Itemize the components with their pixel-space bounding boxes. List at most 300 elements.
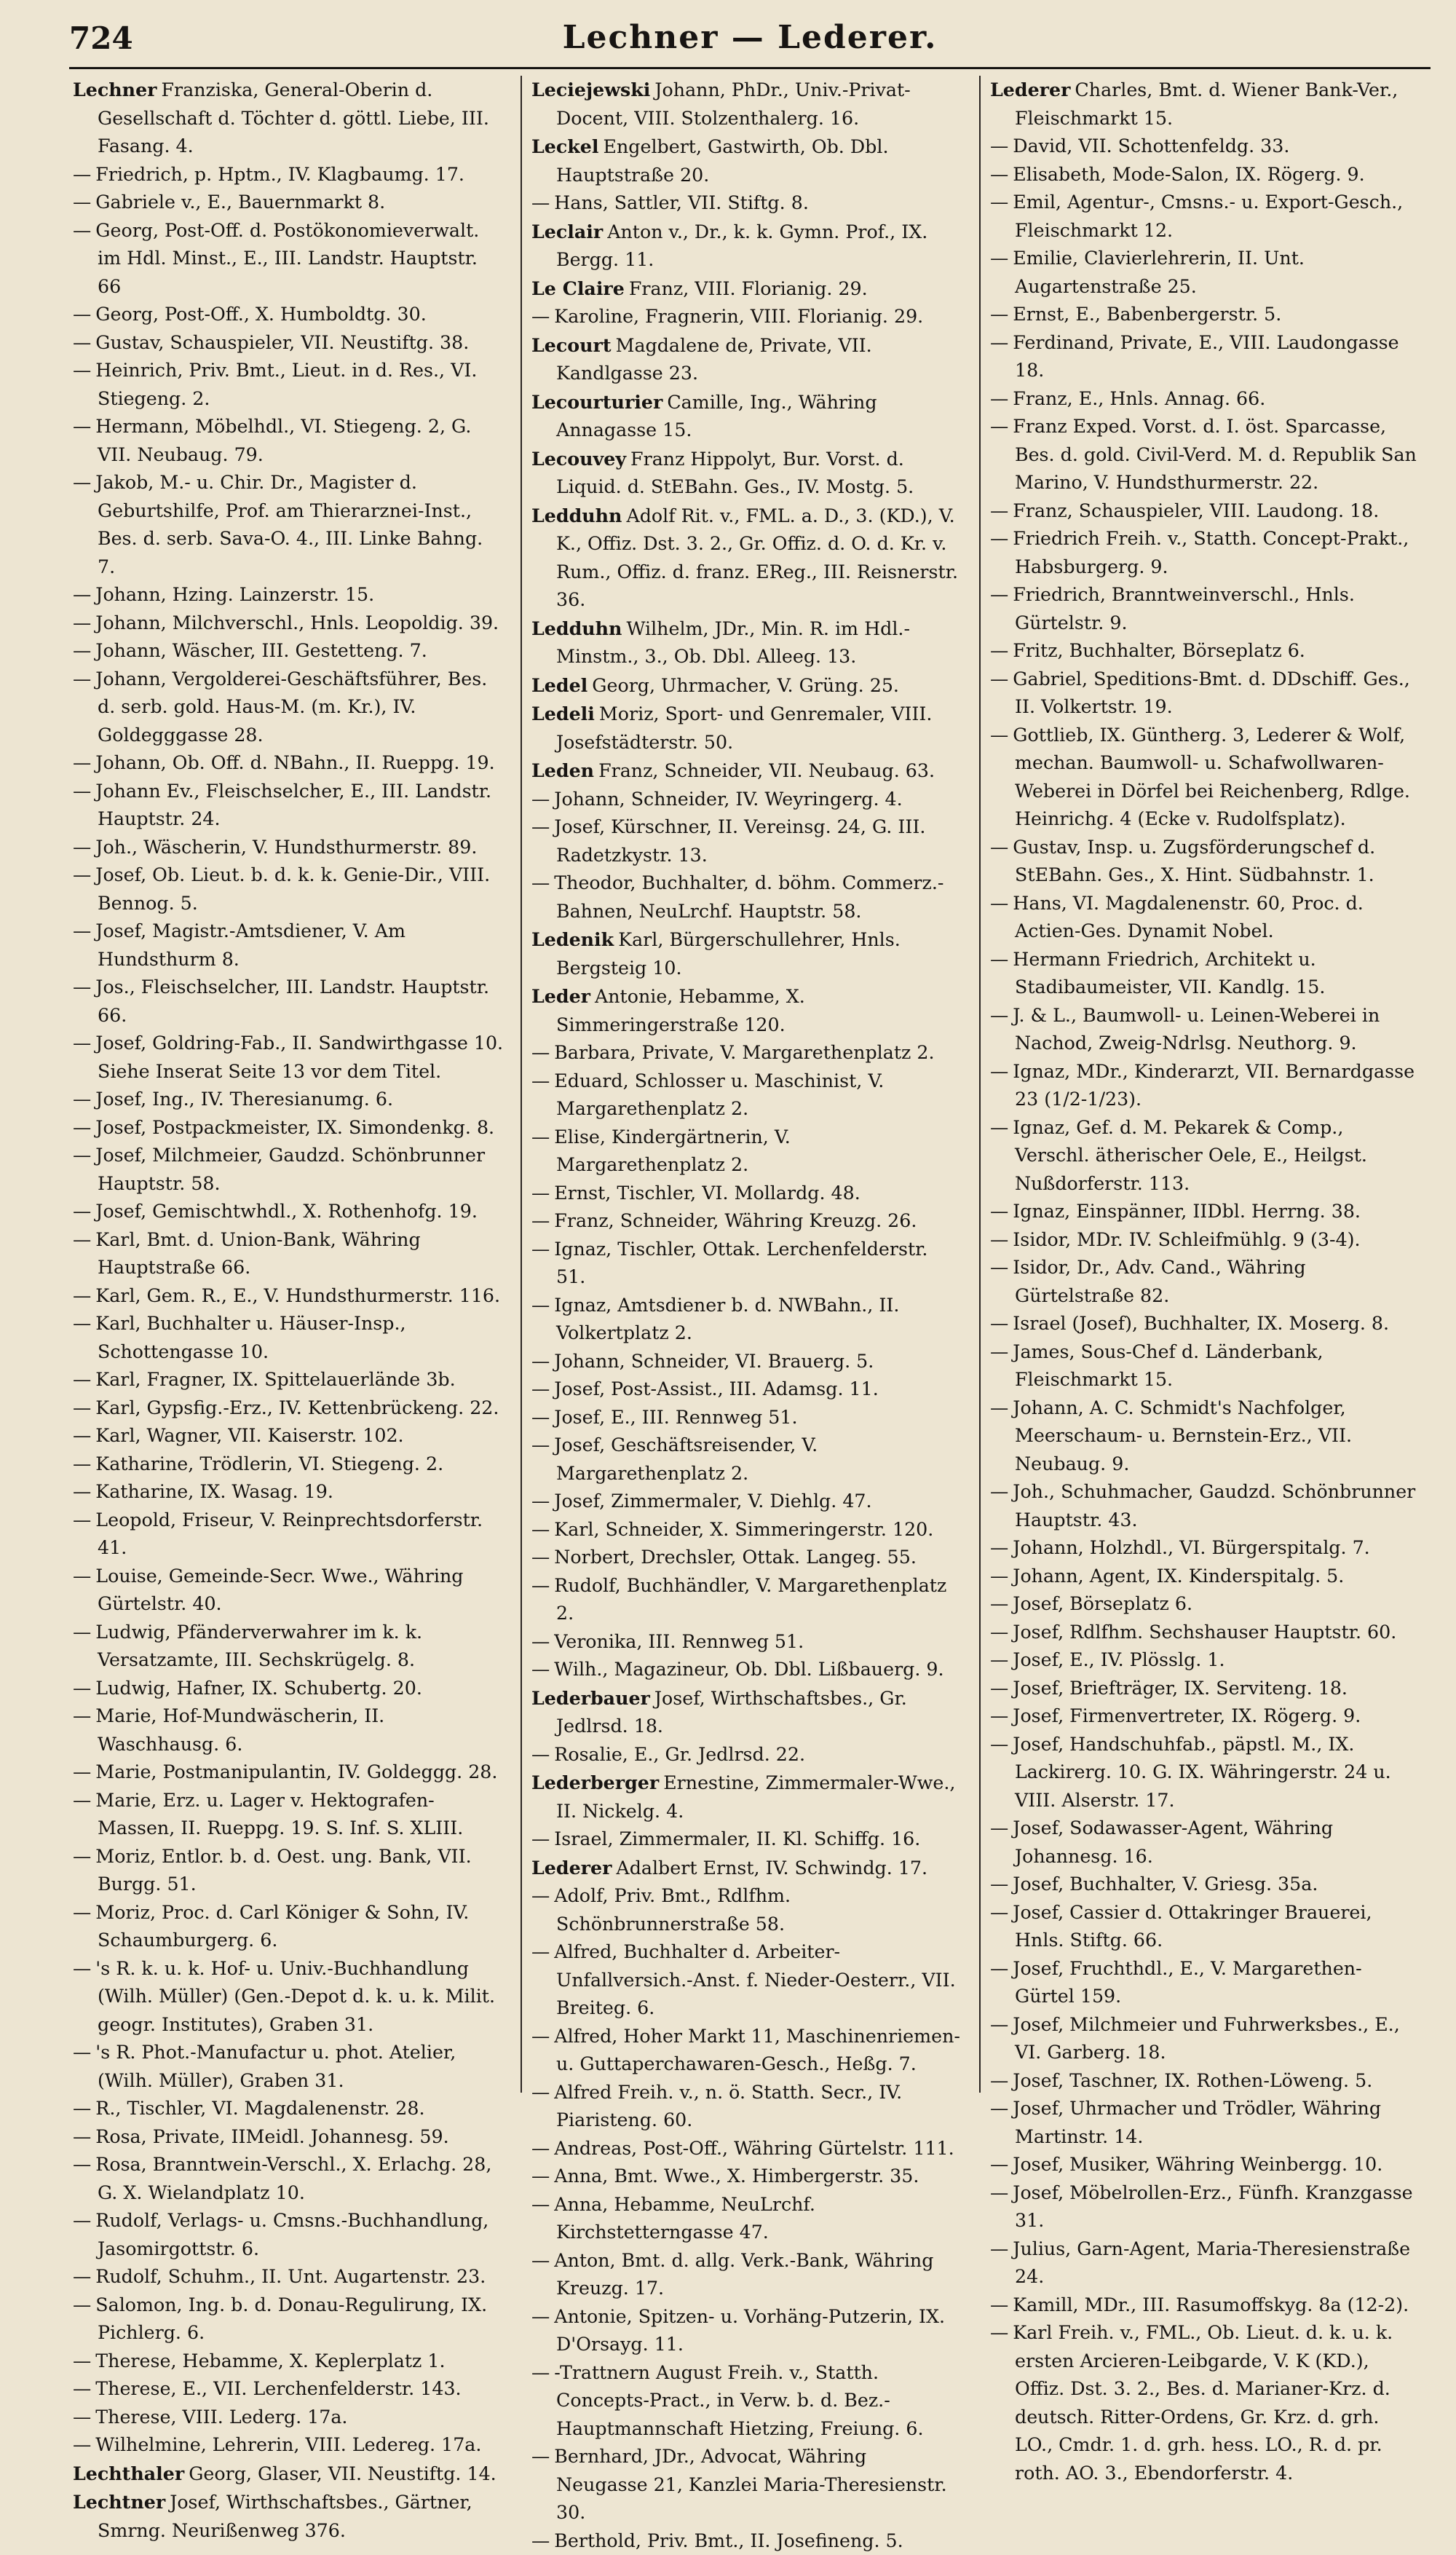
directory-entry (531, 813, 962, 869)
entry-dash: — (73, 920, 91, 941)
directory-entry (73, 1843, 504, 1899)
entry-surname: Lecourturier (531, 391, 662, 413)
entry-dash: — (990, 304, 1008, 325)
entry-text: Josef, Milchmeier und Fuhrwerksbes., E., VI. Garberg. 18. (1013, 2014, 1399, 2064)
directory-entry (990, 1226, 1421, 1255)
entry-surname: Leclair (531, 221, 603, 242)
entry-text: Ignaz, Einspänner, IIDbl. Herrng. 38. (1013, 1201, 1361, 1222)
directory-entry (73, 1758, 504, 1787)
directory-entry (990, 1899, 1421, 1955)
entry-dash: — (990, 1902, 1008, 1923)
entry-dash: — (531, 789, 550, 810)
entry-text: Karl Freih. v., FML., Ob. Lieut. d. k. u. k. ersten Arcieren-Leibgarde, V. K (KD.), Offiz. Dst. 3. 2., Bes. d. Marianer-Krz. d. deutsch. Ritter-Ordens, Gr. Krz. d. grh. LO., Cmdr. 1. d. grh. hess. LO., R. d. pr. roth. AO. 3., Ebendorferstr. 4. (1013, 2322, 1393, 2484)
directory-entry (531, 2135, 962, 2163)
directory-entry (73, 609, 504, 638)
directory-entry (73, 2488, 504, 2545)
directory-entry (73, 2207, 504, 2263)
directory-entry (73, 2375, 504, 2404)
directory-entry (73, 76, 504, 161)
directory-entry (73, 581, 504, 609)
column-divider (521, 76, 522, 2093)
directory-entry (531, 1404, 962, 1432)
entry-dash: — (73, 1509, 91, 1531)
entry-text: Moriz, Entlor. b. d. Oest. ung. Bank, VII. Burgg. 51. (95, 1846, 471, 1895)
entry-dash: — (73, 1453, 91, 1474)
directory-entry (73, 413, 504, 469)
entry-dash: — (73, 2210, 91, 2231)
entry-dash: — (990, 724, 1008, 746)
directory-entry (531, 76, 962, 133)
directory-entry (73, 2460, 504, 2489)
entry-dash: — (73, 472, 91, 493)
directory-entry (73, 1450, 504, 1479)
entry-dash: — (73, 2406, 91, 2428)
entry-text: Franz, VIII. Florianig. 29. (629, 278, 868, 299)
directory-entry (73, 2095, 504, 2123)
directory-entry (531, 1656, 962, 1684)
directory-entry (531, 445, 962, 502)
entry-surname: Ledduhn (531, 617, 622, 639)
entry-text: Franz Exped. Vorst. d. I. öst. Sparcasse, Bes. d. gold. Civil-Verd. M. d. Republik San Marino, V. Hundsthurmerstr. 22. (1013, 416, 1417, 493)
entry-text: Elisabeth, Mode-Salon, IX. Rögerg. 9. (1013, 164, 1364, 185)
column-divider (979, 76, 981, 2093)
directory-entry (531, 1067, 962, 1124)
directory-entry (73, 469, 504, 581)
entry-surname: Leder (531, 985, 590, 1007)
entry-dash: — (990, 1593, 1008, 1614)
entry-text: Johann, Vergolderei-Geschäftsführer, Bes. d. serb. gold. Haus-M. (m. Kr.), IV. Goldegggasse 28. (95, 668, 487, 746)
entry-text: Josef, E., III. Rennweg 51. (554, 1407, 797, 1428)
directory-entry (73, 217, 504, 301)
entry-dash: — (73, 1285, 91, 1306)
directory-entry (73, 1955, 504, 2039)
entry-text: Katharine, IX. Wasag. 19. (95, 1481, 333, 1502)
entry-text: J. & L., Baumwoll- u. Leinen-Weberei in Nachod, Zweig-Ndrlsg. Neuthorg. 9. (1013, 1005, 1380, 1054)
directory-entry (531, 133, 962, 189)
entry-dash: — (73, 781, 91, 802)
entry-text: Georg, Post-Off. d. Postökonomieverwalt. im Hdl. Minst., E., III. Landstr. Hauptstr. 66 (95, 220, 479, 297)
entry-text: Friedrich, Branntweinverschl., Hnls. Gürtelstr. 9. (1013, 584, 1355, 633)
entry-dash: — (531, 1744, 550, 1765)
entry-dash: — (73, 220, 91, 241)
entry-dash: — (531, 816, 550, 837)
entry-text: Friedrich Freih. v., Statth. Concept-Prakt., Habsburgerg. 9. (1013, 528, 1409, 577)
entry-surname: Lechthaler (73, 2463, 184, 2484)
entry-dash: — (73, 2126, 91, 2147)
directory-entry (531, 2079, 962, 2135)
directory-entry (531, 1628, 962, 1656)
entry-dash: — (73, 304, 91, 325)
directory-entry (73, 1563, 504, 1619)
entry-dash: — (73, 1902, 91, 1923)
directory-entry (990, 2235, 1421, 2291)
entry-text: Jakob, M.- u. Chir. Dr., Magister d. Geburtshilfe, Prof. am Thierarznei-Inst., Bes. d. serb. Sava-O. 4., III. Linke Bahng. 7. (95, 472, 483, 577)
directory-entry (73, 1506, 504, 1563)
directory-entry (73, 1226, 504, 1282)
entry-dash: — (990, 2154, 1008, 2175)
entry-dash: — (73, 1229, 91, 1250)
entry-text: Josef, Milchmeier, Gaudzd. Schönbrunner Hauptstr. 58. (95, 1145, 485, 1194)
directory-entry (990, 2151, 1421, 2179)
directory-entry (990, 385, 1421, 414)
entry-dash: — (531, 306, 550, 327)
entry-dash: — (990, 1622, 1008, 1643)
entry-text: Antonie, Spitzen- u. Vorhäng-Putzerin, IX. D'Orsayg. 11. (554, 2306, 945, 2355)
entry-dash: — (990, 1201, 1008, 1222)
directory-entry (531, 275, 962, 304)
entry-text: Karl, Gem. R., E., V. Hundsthurmerstr. 116. (95, 1285, 500, 1306)
entry-dash: — (531, 1378, 550, 1399)
directory-entry (990, 722, 1421, 834)
directory-entry (990, 2095, 1421, 2151)
entry-dash: — (73, 1313, 91, 1334)
entry-text: Rosa, Private, IIMeidl. Johannesg. 59. (95, 2126, 448, 2147)
entry-text: Josef, Rdlfhm. Sechshauser Hauptstr. 60. (1013, 1622, 1396, 1643)
page-header (69, 16, 1431, 60)
directory-entry (73, 2347, 504, 2376)
entry-dash: — (73, 1846, 91, 1867)
entry-text: Gottlieb, IX. Güntherg. 3, Lederer & Wolf, mechan. Baumwoll- u. Schafwollwaren-Weberei in Dörfel bei Reichenberg, Rdlge. Heinrichg. 4 (Ecke v. Rudolfsplatz). (1013, 724, 1410, 830)
directory-entry (531, 388, 962, 445)
entry-dash: — (73, 1145, 91, 1166)
directory-entry (531, 1348, 962, 1376)
entry-dash: — (73, 752, 91, 773)
directory-entry (531, 1882, 962, 1938)
directory-entry (73, 189, 504, 217)
entry-dash: — (990, 1313, 1008, 1334)
entry-dash: — (73, 191, 91, 213)
entry-dash: — (990, 1565, 1008, 1587)
directory-entry (990, 1254, 1421, 1310)
entry-text: Therese, Hebamme, X. Keplerplatz 1. (95, 2350, 445, 2372)
entry-surname: Lecourt (531, 334, 612, 356)
entry-text: 's R. Phot.-Manufactur u. phot. Atelier, (Wilh. Müller), Graben 31. (95, 2042, 456, 2091)
entry-text: 's R. k. u. k. Hof- u. Univ.-Buchhandlung (Wilh. Müller) (Gen.-Depot d. k. u. k. Milit. geogr. Institutes), Graben 31. (95, 1958, 495, 2035)
entry-text: Josef, Buchhalter, V. Griesg. 35a. (1013, 1873, 1318, 1895)
directory-entry (990, 525, 1421, 581)
entry-text: Adalbert Ernst, IV. Schwindg. 17. (616, 1857, 927, 1879)
entry-dash: — (531, 1295, 550, 1316)
entry-text: Georg, Glaser, VII. Neustiftg. 14. (189, 2463, 496, 2484)
entry-dash: — (990, 1341, 1008, 1362)
entry-text: Joh., Schuhmacher, Gaudzd. Schönbrunner Hauptstr. 43. (1013, 1481, 1415, 1531)
entry-text: Josef, Post-Assist., III. Adamsg. 11. (554, 1378, 878, 1399)
directory-entry (531, 502, 962, 615)
entry-text: Karl, Fragner, IX. Spittelauerlände 3b. (95, 1369, 455, 1390)
entry-text: Rosa, Branntwein-Verschl., X. Erlachg. 28, G. X. Wielandplatz 10. (95, 2154, 491, 2203)
entry-text: Julius, Garn-Agent, Maria-Theresienstraße 24. (1013, 2238, 1410, 2288)
entry-text: Friedrich, p. Hptm., IV. Klagbaumg. 17. (95, 164, 464, 185)
directory-entry (990, 1619, 1421, 1647)
directory-entry (531, 1825, 962, 1854)
entry-dash: — (990, 668, 1008, 690)
directory-entry (990, 133, 1421, 161)
entry-text: Anna, Hebamme, NeuLrchf. Kirchstetterngasse 47. (554, 2194, 815, 2243)
entry-text: Ferdinand, Private, E., VIII. Laudongasse 18. (1013, 332, 1398, 382)
entry-dash: — (531, 1434, 550, 1456)
directory-entry (73, 2291, 504, 2347)
directory-entry (531, 1180, 962, 1208)
directory-entry (531, 1938, 962, 2023)
entry-text: Josef, Möbelrollen-Erz., Fünfh. Kranzgasse 31. (1013, 2182, 1412, 2232)
entry-dash: — (990, 1817, 1008, 1839)
entry-text: Franz, Schneider, VII. Neubaug. 63. (598, 760, 935, 781)
directory-entry (73, 917, 504, 974)
entry-text: Josef, Cassier d. Ottakringer Brauerei, Hnls. Stiftg. 66. (1013, 1902, 1372, 1951)
entry-dash: — (531, 1126, 550, 1148)
entry-text: Georg, Post-Off., X. Humboldtg. 30. (95, 304, 426, 325)
entry-dash: — (73, 1705, 91, 1726)
entry-text: Anton v., Dr., k. k. Gymn. Prof., IX. Bergg. 11. (556, 221, 927, 271)
directory-entry (531, 1236, 962, 1292)
directory-entry (990, 245, 1421, 301)
entry-surname: Lecouvey (531, 448, 626, 470)
entry-text: Ludwig, Pfänderverwahrer im k. k. Versatzamte, III. Sechskrügelg. 8. (95, 1622, 422, 1671)
entry-text: Johann, Hzing. Lainzerstr. 15. (95, 584, 374, 605)
entry-text: Josef, Ing., IV. Theresianumg. 6. (95, 1089, 393, 1110)
directory-entry (73, 749, 504, 778)
directory-entry (73, 1619, 504, 1675)
entry-dash: — (531, 1407, 550, 1428)
entry-dash: — (990, 2098, 1008, 2119)
entry-dash: — (990, 248, 1008, 269)
directory-entry (990, 1534, 1421, 1563)
directory-entry (990, 76, 1421, 133)
directory-entry (73, 1394, 504, 1423)
entry-surname: Ledenik (531, 928, 614, 950)
entry-text: Johann, Schneider, VI. Brauerg. 5. (554, 1351, 874, 1372)
directory-entry (73, 161, 504, 189)
entry-dash: — (990, 191, 1008, 213)
entry-text: Israel, Zimmermaler, II. Kl. Schiffg. 16. (554, 1828, 920, 1849)
entry-dash: — (73, 1790, 91, 1811)
directory-entry (990, 497, 1421, 526)
entry-dash: — (990, 584, 1008, 605)
directory-entry (73, 1142, 504, 1198)
directory-entry (990, 329, 1421, 385)
directory-entry (73, 1114, 504, 1142)
directory-entry (990, 666, 1421, 722)
entry-surname: Lederbauer (531, 1687, 650, 1709)
entry-text: Franz Hippolyt, Bur. Vorst. d. Liquid. d. StEBahn. Ges., IV. Mostg. 5. (556, 449, 914, 498)
entry-text: Rudolf, Verlags- u. Cmsns.-Buchhandlung, Jasomirgottstr. 6. (95, 2210, 488, 2259)
directory-entry (531, 1431, 962, 1488)
entry-dash: — (73, 1761, 91, 1782)
entry-dash: — (990, 640, 1008, 661)
entry-dash: — (73, 1201, 91, 1222)
entry-text: Ernst, E., Babenbergerstr. 5. (1013, 304, 1281, 325)
running-title: Lechner — Lederer. (69, 19, 1431, 56)
entry-dash: — (531, 1828, 550, 1849)
entry-text: Josef, Handschuhfab., päpstl. M., IX. Lackirerg. 10. G. IX. Währingerstr. 24 u. VIII. Alserstr. 17. (1013, 1734, 1390, 1811)
directory-entry (73, 1310, 504, 1366)
entry-text: Josef, Wirthschaftsbes., Gärtner, Smrng. Neurißenweg 376. (98, 2492, 472, 2541)
entry-dash: — (531, 2250, 550, 2271)
directory-entry (531, 2443, 962, 2527)
directory-entry (73, 1198, 504, 1226)
directory-entry (531, 2527, 962, 2555)
directory-entry (531, 869, 962, 925)
entry-text: Josef, Zimmermaler, V. Diehlg. 47. (554, 1490, 871, 1512)
directory-entry (990, 1114, 1421, 1198)
directory-entry (990, 1814, 1421, 1871)
entry-text: Hermann, Möbelhdl., VI. Stiegeng. 2, G. VII. Neubaug. 79. (95, 416, 471, 465)
directory-entry (990, 2179, 1421, 2235)
directory-entry (73, 2039, 504, 2095)
entry-text: Louise, Gemeinde-Secr. Wwe., Währing Gürtelstr. 40. (95, 1565, 463, 1615)
entry-text: Andreas, Post-Off., Währing Gürtelstr. 111. (554, 2138, 954, 2159)
entry-dash: — (531, 2082, 550, 2103)
entry-dash: — (990, 1481, 1008, 1502)
entry-dash: — (73, 864, 91, 885)
directory-entry (531, 303, 962, 331)
directory-entry (531, 2163, 962, 2191)
entry-text: Moriz, Proc. d. Carl Königer & Sohn, IV. Schaumburgerg. 6. (95, 1902, 469, 1951)
directory-entry (990, 834, 1421, 890)
entry-text: Salomon, Ing. b. d. Donau-Regulirung, IX. Pichlerg. 6. (95, 2294, 487, 2344)
directory-entry (990, 1338, 1421, 1394)
entry-dash: — (73, 668, 91, 690)
entry-dash: — (990, 528, 1008, 549)
entry-text: Josef, Taschner, IX. Rothen-Löweng. 5. (1013, 2070, 1372, 2091)
entry-text: Gustav, Insp. u. Zugsförderungschef d. StEBahn. Ges., X. Hint. Südbahnstr. 1. (1013, 837, 1375, 886)
entry-text: Franziska, General-Oberin d. Gesellschaft d. Töchter d. göttl. Liebe, III. Fasang. 4. (98, 79, 489, 157)
entry-dash: — (531, 1885, 550, 1906)
entry-text: Alfred, Hoher Markt 11, Maschinenriemen- u. Guttaperchawaren-Gesch., Heßg. 7. (554, 2026, 960, 2075)
directory-entry (990, 301, 1421, 329)
directory-entry (531, 1039, 962, 1067)
entry-text: Fritz, Buchhalter, Börseplatz 6. (1013, 640, 1305, 661)
directory-entry (73, 1675, 504, 1703)
entry-text: Karl, Gypsfig.-Erz., IV. Kettenbrückeng. 22. (95, 1397, 499, 1418)
directory-entry (73, 1422, 504, 1450)
directory-entry (531, 2023, 962, 2079)
entry-dash: — (990, 1958, 1008, 1979)
directory-entry (990, 161, 1421, 189)
entry-dash: — (73, 2042, 91, 2063)
directory-entry (531, 1854, 962, 1883)
entry-dash: — (73, 1117, 91, 1138)
entry-dash: — (73, 640, 91, 661)
entry-text: Josef, Fruchthdl., E., V. Margarethen-Gürtel 159. (1013, 1958, 1361, 2007)
entry-text: Norbert, Drechsler, Ottak. Langeg. 55. (554, 1547, 917, 1568)
entry-dash: — (990, 1649, 1008, 1670)
column-2 (531, 76, 962, 2114)
entry-surname: Lechtner (73, 2491, 165, 2513)
directory-entry (73, 1366, 504, 1394)
directory-entry (531, 1516, 962, 1544)
entry-surname: Lechner (73, 79, 157, 100)
entry-surname: Ledeli (531, 703, 595, 724)
entry-text: Josef, Kürschner, II. Vereinsg. 24, G. III. Radetzkystr. 13. (554, 816, 925, 866)
entry-text: Anton, Bmt. d. allg. Verk.-Bank, Währing Kreuzg. 17. (554, 2250, 933, 2299)
entry-dash: — (990, 1117, 1008, 1138)
entry-dash: — (73, 1089, 91, 1110)
directory-entry (990, 1394, 1421, 1479)
directory-entry (73, 2123, 504, 2152)
entry-text: Josef, E., IV. Plösslg. 1. (1013, 1649, 1224, 1670)
entry-dash: — (990, 837, 1008, 858)
page-number: 724 (69, 20, 133, 56)
directory-entry (531, 1207, 962, 1236)
entry-dash: — (990, 2238, 1008, 2259)
entry-dash: — (531, 1042, 550, 1063)
directory-entry (531, 1292, 962, 1348)
entry-text: Georg, Uhrmacher, V. Grüng. 25. (592, 675, 899, 696)
entry-text: Marie, Erz. u. Lager v. Hektografen-Massen, II. Rueppg. 19. S. Inf. S. XLIII. (95, 1790, 463, 1839)
entry-text: Karoline, Fragnerin, VIII. Florianig. 29. (554, 306, 923, 327)
entry-dash: — (990, 135, 1008, 157)
entry-dash: — (73, 416, 91, 437)
entry-dash: — (73, 837, 91, 858)
entry-text: Josef, Börseplatz 6. (1013, 1593, 1192, 1614)
entry-dash: — (73, 1678, 91, 1699)
directory-entry (531, 1375, 962, 1404)
entry-text: Marie, Postmanipulantin, IV. Goldeggg. 28. (95, 1761, 497, 1782)
entry-dash: — (531, 2306, 550, 2327)
entry-dash: — (990, 2014, 1008, 2035)
entry-text: Johann, Holzhdl., VI. Bürgerspitalg. 7. (1013, 1537, 1369, 1558)
entry-dash: — (531, 872, 550, 893)
entry-dash: — (531, 1547, 550, 1568)
entry-dash: — (73, 976, 91, 998)
directory-entry (990, 2319, 1421, 2487)
entry-dash: — (73, 2098, 91, 2119)
entry-dash: — (73, 612, 91, 633)
entry-dash: — (531, 2362, 550, 2383)
directory-entry (73, 1282, 504, 1311)
entry-dash: — (73, 360, 91, 381)
entry-dash: — (990, 388, 1008, 409)
directory-entry (73, 1702, 504, 1758)
directory-entry (531, 2191, 962, 2247)
entry-dash: — (73, 1622, 91, 1643)
entry-dash: — (990, 1005, 1008, 1026)
entry-text: Josef, Ob. Lieut. b. d. k. k. Genie-Dir., VIII. Bennog. 5. (95, 864, 490, 914)
entry-text: Johann, Schneider, IV. Weyringerg. 4. (554, 789, 902, 810)
directory-entry (73, 2404, 504, 2432)
entry-text: Ignaz, Gef. d. M. Pekarek & Comp., Verschl. ätherischer Oele, E., Heilgst. Nußdorferstr. 113. (1013, 1117, 1367, 1194)
directory-entry (531, 757, 962, 786)
entry-text: Therese, VIII. Lederg. 17a. (95, 2406, 347, 2428)
entry-dash: — (531, 2138, 550, 2159)
directory-entry (531, 1124, 962, 1180)
entry-text: Marie, Hof-Mundwäscherin, II. Waschhausg. 6. (95, 1705, 384, 1755)
directory-entry (990, 1058, 1421, 1114)
entry-text: Josef, Magistr.-Amtsdiener, V. Am Hundsthurm 8. (95, 920, 405, 970)
directory-entry (73, 834, 504, 862)
directory-entry (990, 637, 1421, 666)
directory-entry (990, 413, 1421, 497)
entry-dash: — (990, 1257, 1008, 1278)
entry-text: Emil, Agentur-, Cmsns.- u. Export-Gesch., Fleischmarkt 12. (1013, 191, 1403, 241)
entry-text: Josef, Briefträger, IX. Serviteng. 18. (1013, 1678, 1348, 1699)
directory-entry (73, 974, 504, 1030)
directory-entry (73, 329, 504, 358)
entry-text: Joh., Wäscherin, V. Hundsthurmerstr. 89. (95, 837, 477, 858)
entry-text: Johann, PhDr., Univ.-Privat-Docent, VIII. Stolzenthalerg. 16. (556, 79, 911, 129)
entry-text: Franz, Schauspieler, VIII. Laudong. 18. (1013, 500, 1379, 521)
entry-text: Berthold, Priv. Bmt., II. Josefineng. 5. (554, 2530, 903, 2551)
directory-entry (531, 2247, 962, 2303)
entry-dash: — (73, 1958, 91, 1979)
entry-text: Hermann Friedrich, Architekt u. Stadibaumeister, VII. Kandlg. 15. (1013, 949, 1325, 998)
directory-entry (531, 925, 962, 982)
directory-entry (990, 1002, 1421, 1058)
entry-surname: Leciejewski (531, 79, 650, 100)
entry-dash: — (990, 1873, 1008, 1895)
entry-text: Karl, Bürgerschullehrer, Hnls. Bergsteig 10. (556, 929, 901, 979)
